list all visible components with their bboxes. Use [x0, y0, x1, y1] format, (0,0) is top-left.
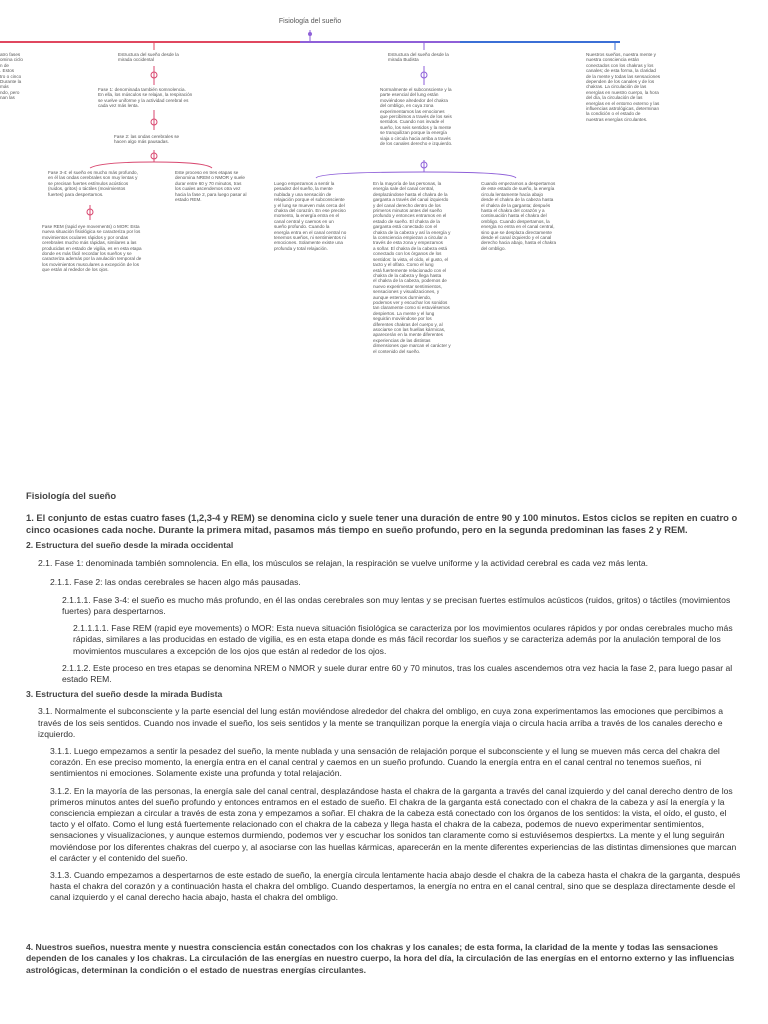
outline-p2-1-1: 2.1.1. Fase 2: las ondas cerebrales se hacen algo más pausadas.	[50, 576, 301, 587]
node-rem[interactable]: Fase REM (rapid eye movements) o MOR: Esta nueva situación fisiológica se caracteriza por los movimientos oculares rápidos y por ondas cerebrales mucho más rápidas, similares a las producidas en estado de vigilia, es en esta etapa donde es más fácil recordar los sueños y se caracteriza además por la anulación temporal de los movimientos musculares a excepción de los que están al rededor de los ojos.	[42, 224, 142, 273]
node-fase1[interactable]: Fase 1: denominada también somnolencia. En ella, los músculos se relajan, la respiración se vuelve uniforme y la actividad cerebral es cada vez más lenta.	[98, 87, 193, 109]
outline-title: Fisiología del sueño	[26, 490, 117, 501]
outline-p3: 3. Estructura del sueño desde la mirada Budista	[26, 689, 223, 700]
outline-p2-1-1-2: 2.1.1.2. Este proceso en tres etapas se denomina NREM o NMOR y suele durar entre 60 y 70 minutos, tras los cuales ascendemos otra vez hacia la fase 2, para luego pasar al estado REM.	[62, 662, 733, 685]
mindmap-title: Fisiología del sueño	[278, 18, 342, 25]
outline-p2: 2. Estructura del sueño desde la mirada occidental	[26, 540, 234, 551]
outline-p3-1: 3.1. Normalmente el subconsciente y la parte esencial del lung están moviéndose alrededor del chakra del ombligo, en cuya zona experimentamos las emociones que percibimos a través de los seis sentidos. Cuando nos invade el sueño, los seis sentidos y la mente se tranquilizan porque la energía viaja o circula hacia arriba a través de los canales derecho e izquierdo.	[38, 706, 724, 739]
outline-p3-1-1: 3.1.1. Luego empezamos a sentir la pesadez del sueño, la mente nublada y una sensación de relajación porque el subconsciente y el lung se mueven más cerca del chakra del corazón. En ese preciso momento, la energía entra en el canal central y caemos en un sueño profundo. Cuando la energía entra en el canal central no tenemos sueños, ni sentimientos ni emociones. Solamente existe una profunda y total relajación.	[50, 746, 720, 779]
outline-text	[26, 490, 744, 976]
node-b2[interactable]: En la mayoría de las personas, la energía sale del canal central, desplazándose hasta el chakra de la garganta a través del canal izquierdo y del canal derecho dentro de los primeros minutos antes del sueño profundo y entonces entramos en el estado de sueño. El chakra de la garganta está conectado con el chakra de la cabeza y así la energía y la consciencia empiezan a circular a través de esta zona y empezamos a soñar. El chakra de la cabeza está conectado con los órganos de los sentidos: la vista, el oído, el gusto, el tacto y el olfato. Como el lung está fuertemente relacionado con el chakra de la cabeza y llega hasta el chakra de la cabeza, podemos de nuevo experimentar sentimientos, sensaciones y visualizaciones, y aunque estemos durmiendo, podemos ver y escuchar los sonidos tan claramente como si estuviésemos despiertos. La mente y el lung seguirán moviéndose por los diferentes chakras del cuerpo y, al asociarse con las huellas kármicas, aparecerán en la mente diferentes experiencias de las distintas dimensiones que marcan el carácter y el contenido del sueño.	[373, 181, 451, 354]
node-fase34[interactable]: Fase 3-4: el sueño es mucho más profundo, en él las ondas cerebrales son muy lentas y se precisan fuertes estímulos acústicos (ruidos, gritos) o táctiles (movimientos fuertes) para despertarnos.	[48, 170, 138, 197]
node-budista[interactable]: Estructura del sueño desde la mirada Budista	[388, 52, 449, 63]
node-budista-main[interactable]: Normalmente el subconsciente y la parte esencial del lung están moviéndose alrededor del chakra del ombligo, en cuya zona experimentamos las emociones que percibimos a través de los seis sentidos. Cuando nos invade el sueño, los seis sentidos y la mente se tranquilizan porque la energía viaja o circula hacia arriba a través de los canales derecho e izquierdo.	[380, 87, 453, 147]
left-edge-text: atro fases omina ciclo n de . Estos tro o cinco Durante la más ndo, pero nan las	[0, 52, 23, 101]
outline-p3-1-2: 3.1.2. En la mayoría de las personas, la energía sale del canal central, desplazándose hasta el chakra de la garganta a través del canal izquierdo y del canal derecho dentro de los primeros minutos antes del sueño profundo y entonces entramos en el estado de sueño. El chakra de la garganta está conectado con el chakra de la cabeza y así la energía y la consciencia empiezan a circular a través de esta zona y empezamos a soñar. El chakra de la cabeza está conectado con los órganos de los sentidos: la vista, el oído, el gusto, el tacto y el olfato. Como el lung está fuertemente relacionado con el chakra de la cabeza y llega hasta el chakra de la cabeza, podemos de nuevo experimentar sentimientos, sensaciones y visualizaciones, y aunque estemos durmiendo, podemos ver y escuchar los sonidos tan claramente como si estuviésemos despiertxs. La mente y el lung seguirán moviéndose por los diferentes chakras del cuerpo y, al asociarse con las huellas kármicas, aparecerán en la mente diferentes experiencias de las distintas dimensiones que marcan el carácter y el contenido del sueño.	[50, 785, 737, 863]
mind-map	[0, 0, 768, 470]
outline-p1: 1. El conjunto de estas cuatro fases (1,2,3-4 y REM) se denomina ciclo y suele tener una duración de entre 90 y 100 minutos. Estos ciclos se repiten en cuatro o cinco ocasiones cada noche. Durante la primera mitad, pasamos más tiempo en sueño profundo, pero en la segunda predominan las fases 2 y REM.	[26, 512, 738, 536]
node-occidental[interactable]: Estructura del sueño desde la mirada occidental	[118, 52, 179, 63]
outline-p2-1: 2.1. Fase 1: denominada también somnolencia. En ella, los músculos se relajan, la respiración se vuelve uniforme y la actividad cerebral es cada vez más lenta.	[38, 558, 648, 569]
node-fase2[interactable]: Fase 2: las ondas cerebrales se hacen algo más pausadas.	[114, 134, 180, 145]
outline-p4: 4. Nuestros sueños, nuestra mente y nuestra consciencia están conectados con los chakras y los canales; de esta forma, la claridad de la mente y todas las sensaciones dependen de los canales y los chakras. La circulación de las energías en nuestro cuerpo, la hora del día, la circulación de las energías en el entorno externo y las influencias astrológicas, determinan la condición o el estado de nuestras energías circulantes.	[26, 941, 735, 975]
node-b1[interactable]: Luego empezamos a sentir la pesadez del sueño, la mente nublada y una sensación de relajación porque el subconsciente y el lung se mueven más cerca del chakra del corazón. En ese preciso momento, la energía entra en el canal central y caemos en un sueño profundo. Cuando la energía entra en el canal central no tenemos sueños, ni sentimientos ni emociones. Solamente existe una profunda y total relajación.	[274, 181, 347, 251]
outline-p2-1-1-1: 2.1.1.1. Fase 3-4: el sueño es mucho más profundo, en él las ondas cerebrales son muy lentas y se precisan fuertes estímulos acústicos (ruidos, gritos) o táctiles (movimientos fuertes) para despertarnos.	[62, 594, 731, 617]
outline-p2-1-1-1-1: 2.1.1.1.1. Fase REM (rapid eye movements) o MOR: Esta nueva situación fisiológica se caracteriza por los movimientos oculares rápidos y por ondas cerebrales mucho más rápidas, similares a las producidas en estado de vigilia, es en esta etapa donde es más fácil recordar los sueños y se caracteriza además por la anulación temporal de los movimientos musculares a excepción de los ojos que están al rededor de los ojos.	[73, 623, 733, 656]
node-b3[interactable]: Cuando empezamos a despertarnos de este estado de sueño, la energía circula lentamente hacia abajo desde el chakra de la cabeza hasta el chakra de la garganta; después hasta el chakra del corazón y a continuación hasta el chakra del ombligo. Cuando despertamos, la energía no entra en el canal central, sino que se desplaza directamente desde el canal izquierdo y el canal derecho hacia abajo, hasta el chakra del ombligo.	[481, 181, 557, 251]
node-right-note[interactable]: Nuestros sueños, nuestra mente y nuestra consciencia están conectados con los chakras y los canales; de esta forma, la claridad de la mente y todas las sensaciones dependen de los canales y de los chakras. La circulación de las energías en nuestro cuerpo, la hora del día, la circulación de las energías en el entorno externo y las influencias astrológicas, determinan la condición o el estado de nuestras energías circulantes.	[586, 52, 661, 122]
outline-p3-1-3: 3.1.3. Cuando empezamos a despertarnos de este estado de sueño, la energía circula lentamente hacia abajo desde el chakra de la cabeza hasta el chakra de la garganta, después hasta el chakra del corazón y a continuación hasta el chakra del ombligo. Cuando despertamos, la energía no entra en el canal central, sino que se desplaza directamente desde el canal izquierdo y el canal derecho hacia abajo, hasta el chakra del ombligo.	[50, 870, 741, 903]
node-nrem[interactable]: Este proceso en tres etapas se denomina NREM o NMOR y suele durar entre 60 y 70 minutos, tras los cuales ascendemos otra vez hacia la fase 2, para luego pasar al estado REM.	[175, 170, 247, 203]
